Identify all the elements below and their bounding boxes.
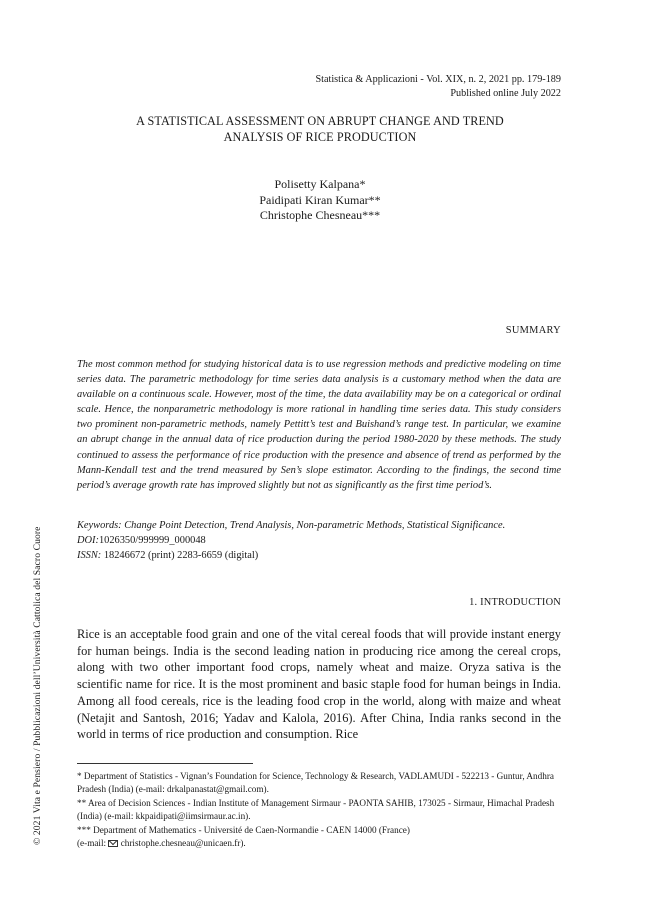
footnote-2: ** Area of Decision Sciences - Indian Institute of Management Sirmaur - PAONTA SAHIB, 173025 - Sirmaur, Himachal Pradesh (India) (e-mail: kkpaidipati@iimsirmaur.ac.in). [77, 797, 555, 822]
footnote-3-email: christophe.chesneau@unicaen.fr). [118, 838, 246, 849]
footnote-3-email-prefix: (e-mail: [77, 838, 109, 849]
paper-title [80, 114, 560, 145]
section-heading-introduction: 1. INTRODUCTION [469, 597, 561, 608]
title-line-2: ANALYSIS OF RICE PRODUCTION [223, 129, 417, 144]
footnote-3: *** Department of Mathematics - Université de Caen-Normandie - CAEN 14000 (France) [77, 824, 410, 835]
journal-citation: Statistica & Applicazioni - Vol. XIX, n. 2, 2021 pp. 179-189 [315, 74, 561, 85]
footnotes [77, 770, 561, 850]
author-3: Christophe Chesneau*** [259, 208, 381, 222]
issn-value: 18246672 (print) 2283-6659 (digital) [101, 550, 259, 562]
title-line-1: A STATISTICAL ASSESSMENT ON ABRUPT CHANGE AND TREND [136, 114, 504, 128]
footnote-divider [77, 763, 253, 764]
doi-line [77, 533, 561, 548]
article-metadata [77, 518, 561, 563]
introduction-text: Rice is an acceptable food grain and one of the vital cereal foods that will provide instant energy for human beings. India is the second leading nation in producing rice among the cereal crops, along with two other important food crops, namely wheat and maize. Oryza sativa is the scientific name for rice. It is the most prominent and basic staple food for human beings in India. Among all food cereals, rice is the leading food crop in the world, along with maize and wheat (Netajit and Santosh, 2016; Yadav and Kalola, 2016). After China, India ranks second in the world in terms of rice production and consumption. Rice [77, 627, 561, 742]
summary-heading: SUMMARY [505, 325, 561, 336]
author-list [80, 177, 560, 224]
doi-label: DOI: [77, 535, 99, 547]
summary-text: The most common method for studying historical data is to use regression methods and predictive modeling on time series data. The parametric methodology for time series data analysis is a customary method when the data are available on a continuous scale. However, most of the time, the data availability may be on a categorical or ordinal scale. Hence, the nonparametric methodology is more rational in handling time series data. This study considers two prominent non-parametric methods, namely Pettitt’s test and Buishand’s range test. In particular, we examine an abrupt change in the annual data of rice production during the period 1980-2020 by these methods. The study continued to assess the performance of rice production with the presence and absence of trend as performed by the Mann-Kendall test and the trend measured by Sen’s slope estimator. According to the findings, the second time period’s average growth rate has improved slightly but not as significantly as the first time period’s. [77, 359, 561, 491]
footnote-3-email-line [77, 837, 561, 850]
publication-date: Published online July 2022 [450, 88, 561, 99]
copyright-sidebar: © 2021 Vita e Pensiero / Pubblicazioni dell’Università Cattolica del Sacro Cuore [32, 526, 43, 845]
author-2: Paidipati Kiran Kumar** [259, 192, 381, 207]
issn-line [77, 548, 561, 563]
doi-value: 1026350/999999_000048 [98, 535, 206, 547]
footnote-1: * Department of Statistics - Vignan’s Foundation for Science, Technology & Research, VADLAMUDI - 522213 - Guntur, Andhra Pradesh (India) (e-mail: drkalpanastat@gmail.com). [77, 771, 554, 795]
envelope-icon [108, 840, 118, 847]
keywords: Keywords: Change Point Detection, Trend Analysis, Non-parametric Methods, Statistical Significance. [77, 520, 506, 531]
author-1: Polisetty Kalpana* [274, 177, 366, 191]
issn-label: ISSN: [77, 550, 102, 562]
journal-header [315, 73, 561, 101]
